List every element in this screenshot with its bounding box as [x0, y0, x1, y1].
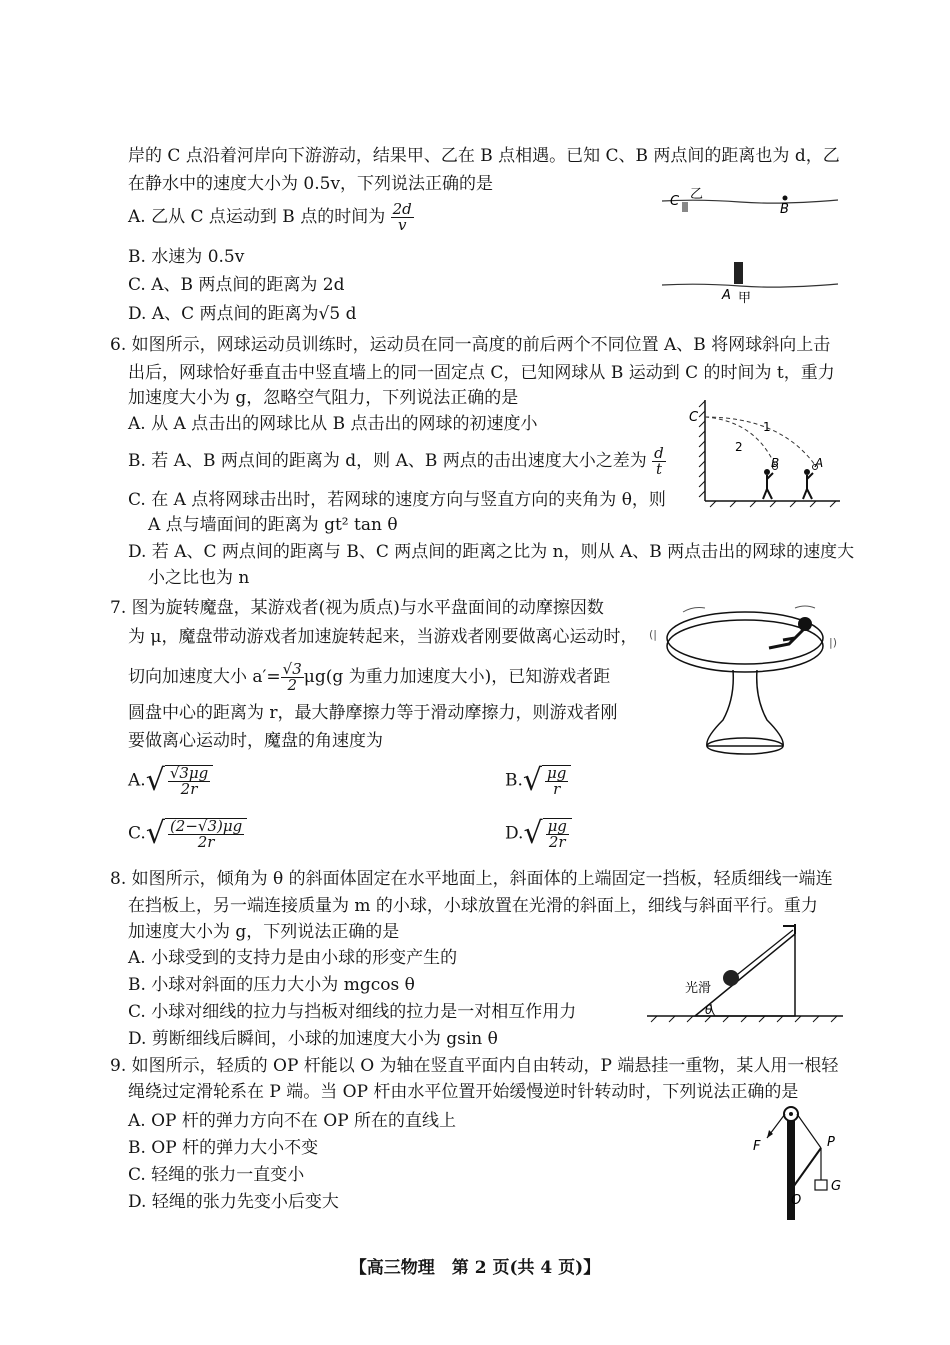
q5-option-c: C. A、B 两点间的距离为 2d: [128, 275, 345, 295]
q9-option-a: A. OP 杆的弹力方向不在 OP 所在的直线上: [128, 1111, 457, 1131]
pulley-rod-figure: [745, 1100, 855, 1225]
q6-option-c1: C. 在 A 点将网球击出时，若网球的速度方向与竖直方向的夹角为 θ，则: [128, 490, 666, 510]
q6-option-a: A. 从 A 点击出的网球比从 B 点击出的网球的初速度小: [128, 414, 538, 434]
q9-option-c: C. 轻绳的张力一直变小: [128, 1165, 305, 1185]
q9-option-d: D. 轻绳的张力先变小后变大: [128, 1192, 339, 1212]
label-theta: θ: [705, 1003, 713, 1017]
q6-option-d2: 小之比也为 n: [148, 568, 250, 588]
q7-option-c: C.√ $\frac{(2-√3)\mu g}{2r}$: [128, 818, 247, 850]
incline-figure: [645, 920, 845, 1025]
q8-option-c: C. 小球对细线的拉力与挡板对细线的拉力是一对相互作用力: [128, 1002, 577, 1022]
q6-option-b: B. 若 A、B 两点间的距离为 d，则 A、B 两点的击出速度大小之差为 $\frac{d}{t}$: [128, 444, 664, 478]
q5-option-d: D. A、C 两点间的距离为√5 d: [128, 304, 357, 324]
label-yi: 乙: [690, 187, 704, 202]
magic-disk-figure: [645, 598, 845, 760]
q8-option-d: D. 剪断细线后瞬间，小球的加速度大小为 gsin θ: [128, 1029, 498, 1049]
label-o: O: [791, 1193, 802, 1208]
label-a: A: [815, 456, 824, 470]
q9-line1: 9. 如图所示，轻质的 OP 杆能以 O 为轴在竖直平面内自由转动，P 端悬挂一重物，某人用一根轻: [110, 1056, 839, 1076]
q6-line2: 出后，网球恰好垂直击中竖直墙上的同一固定点 C，已知网球从 B 运动到 C 的时间为 t，重力: [128, 363, 835, 383]
tennis-figure: [685, 395, 845, 510]
q7-line4: 圆盘中心的距离为 r，最大静摩擦力等于滑动摩擦力，则游戏者刚: [128, 703, 618, 723]
label-jia: 甲: [738, 291, 752, 305]
svg-text:|): |): [829, 636, 837, 649]
label-c: C: [689, 410, 699, 425]
q9-line2: 绳绕过定滑轮系在 P 端。当 OP 杆由水平位置开始缓慢逆时针转动时，下列说法正确的是: [128, 1082, 799, 1102]
label-c: C: [670, 194, 680, 209]
q8-line1: 8. 如图所示，倾角为 θ 的斜面体固定在水平地面上，斜面体的上端固定一挡板，轻质细线一端连: [110, 869, 833, 889]
q6-option-c2: A 点与墙面间的距离为 gt² tan θ: [148, 515, 398, 535]
label-g: G: [831, 1179, 842, 1194]
q8-line2: 在挡板上，另一端连接质量为 m 的小球，小球放置在光滑的斜面上，细线与斜面平行。重力: [128, 896, 818, 916]
label-2: 2: [735, 440, 743, 454]
label-b: B: [780, 202, 789, 217]
fraction: $\frac{d}{t}$: [654, 444, 664, 478]
q6-line3: 加速度大小为 g，忽略空气阻力，下列说法正确的是: [128, 388, 519, 408]
q7-line5: 要做离心运动时，魔盘的角速度为: [128, 731, 383, 751]
q7-option-a: A.√ $\frac{√3\mu g}{2r}$: [128, 765, 213, 797]
q8-line3: 加速度大小为 g，下列说法正确的是: [128, 922, 400, 942]
q5-option-b: B. 水速为 0.5v: [128, 247, 245, 267]
q5-option-a: A. 乙从 C 点运动到 B 点的时间为 $\frac{2d}{v}$: [128, 200, 412, 234]
q7-line1: 7. 图为旋转魔盘，某游戏者(视为质点)与水平盘面间的动摩擦因数: [110, 598, 604, 618]
label-p: P: [827, 1135, 835, 1150]
q8-option-a: A. 小球受到的支持力是由小球的形变产生的: [128, 948, 458, 968]
q5-line2: 在静水中的速度大小为 0.5v，下列说法正确的是: [128, 174, 494, 194]
q6-option-d1: D. 若 A、C 两点间的距离与 B、C 两点间的距离之比为 n，则从 A、B 两点击出的网球的速度大: [128, 542, 855, 562]
q5-line1: 岸的 C 点沿着河岸向下游游动，结果甲、乙在 B 点相遇。已知 C、B 两点间的距离也为 d，乙: [128, 146, 840, 166]
q7-option-b: B.√ $\frac{\mu g}{r}$: [505, 765, 571, 797]
label-smooth: 光滑: [685, 981, 712, 996]
q7-line3: 切向加速度大小 a′= $\frac{√3}{2}$ μg(g 为重力加速度大小)，已知游戏者距: [128, 660, 611, 694]
svg-text:(|: (|: [649, 628, 657, 641]
label-1: 1: [763, 420, 771, 434]
fraction: $\frac{√3}{2}$: [282, 660, 302, 694]
river-figure: [660, 185, 840, 305]
page-footer: 【高三物理 第 2 页(共 4 页)】: [349, 1258, 601, 1278]
label-b: B: [771, 456, 780, 470]
label-f: F: [753, 1139, 761, 1154]
label-a: A: [722, 288, 731, 303]
q7-line2: 为 μ，魔盘带动游戏者加速旋转起来，当游戏者刚要做离心运动时，: [128, 627, 638, 647]
q7-option-d: D.√ $\frac{\mu g}{2r}$: [505, 818, 572, 850]
q6-line1: 6. 如图所示，网球运动员训练时，运动员在同一高度的前后两个不同位置 A、B 将网球斜向上击: [110, 335, 831, 355]
q9-option-b: B. OP 杆的弹力大小不变: [128, 1138, 319, 1158]
q8-option-b: B. 小球对斜面的压力大小为 mgcos θ: [128, 975, 415, 995]
fraction: $\frac{2d}{v}$: [392, 200, 412, 234]
